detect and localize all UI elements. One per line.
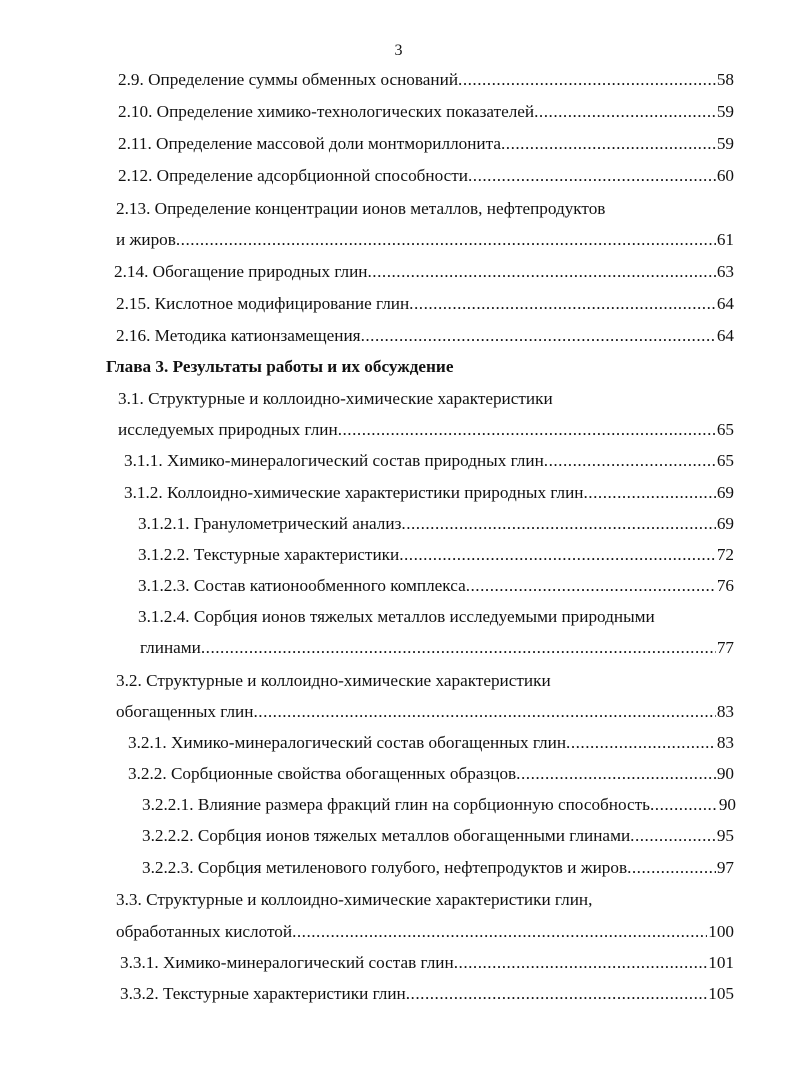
dot-leader (406, 984, 707, 1004)
toc-entry-title: и жиров (116, 230, 176, 249)
toc-entry-title: 2.11. Определение массовой доли монтмориллонита (118, 134, 501, 153)
toc-entry-page: 77 (716, 638, 734, 657)
toc-entry-title: 3.2. Структурные и коллоидно-химические характеристики (116, 671, 551, 690)
toc-entry-title: 3.2.2.1. Влияние размера фракций глин на сорбционную способность (142, 795, 650, 814)
toc-entry-2-11 (118, 134, 734, 158)
dot-leader (201, 638, 716, 658)
toc-entry-page: 60 (716, 166, 734, 185)
toc-entry-title: 3.2.2.3. Сорбция метиленового голубого, нефтепродуктов и жиров (142, 858, 628, 877)
toc-entry-2-13-line1 (116, 199, 736, 223)
toc-entry-page: 65 (716, 451, 734, 470)
toc-entry-title: 3.2.2.2. Сорбция ионов тяжелых металлов обогащенными глинами (142, 826, 631, 845)
toc-entry-page: 101 (708, 953, 734, 972)
toc-entry-title: 3.2.1. Химико-минералогический состав обогащенных глин (128, 733, 567, 752)
toc-entry-3-2-line2 (116, 702, 734, 726)
toc-entry-page: 72 (716, 545, 734, 564)
dot-leader (466, 576, 716, 596)
toc-entry-page: 58 (716, 70, 734, 89)
dot-leader (409, 294, 716, 314)
toc-entry-page: 59 (716, 134, 734, 153)
toc-entry-title: 3.1.2.2. Текстурные характеристики (138, 545, 400, 564)
toc-entry-title: 3.1.2. Коллоидно-химические характеристики природных глин (124, 483, 584, 502)
toc-entry-3-1-line2 (118, 420, 734, 444)
toc-entry-3-3-line1 (116, 890, 740, 914)
toc-entry-page: 76 (716, 576, 734, 595)
toc-entry-3-2-line1 (116, 671, 736, 695)
dot-leader (338, 420, 716, 440)
toc-entry-3-2-1 (128, 733, 734, 757)
toc-entry-3-1-2-2 (138, 545, 734, 569)
toc-entry-title: 3.1.1. Химико-минералогический состав природных глин (124, 451, 544, 470)
toc-entry-title: 3.1.2.3. Состав катионообменного комплекса (138, 576, 466, 595)
toc-entry-page: 83 (716, 733, 734, 752)
toc-entry-2-10 (118, 102, 734, 126)
toc-entry-2-9 (118, 70, 734, 94)
toc-entry-2-14 (114, 262, 734, 286)
toc-entry-page: 83 (716, 702, 734, 721)
toc-entry-title: 2.12. Определение адсорбционной способности (118, 166, 468, 185)
toc-entry-title: 2.9. Определение суммы обменных оснований (118, 70, 459, 89)
toc-entry-3-2-2-2 (142, 826, 734, 850)
toc-entry-3-3-2 (120, 984, 734, 1008)
dot-leader (399, 545, 716, 565)
toc-entry-3-2-2-1 (142, 795, 736, 819)
toc-entry-2-12 (118, 166, 734, 190)
toc-entry-page: 100 (708, 922, 734, 941)
dot-leader (544, 451, 716, 471)
toc-entry-title: 3.2.2. Сорбционные свойства обогащенных образцов (128, 764, 517, 783)
toc-entry-title: 2.16. Методика катионзамещения (116, 326, 361, 345)
toc-entry-title: 2.13. Определение концентрации ионов металлов, нефтепродуктов (116, 199, 606, 218)
toc-entry-page: 90 (716, 764, 734, 783)
toc-entry-3-1-2-4-line2 (140, 638, 734, 662)
toc-entry-3-1-1 (124, 451, 734, 475)
dot-leader (630, 826, 716, 846)
toc-entry-page: 59 (716, 102, 734, 121)
dot-leader (516, 764, 716, 784)
toc-chapter-3-heading (106, 357, 746, 381)
toc-entry-title: глинами (140, 638, 201, 657)
toc-entry-title: 2.15. Кислотное модифицирование глин (116, 294, 410, 313)
dot-leader (534, 102, 716, 122)
dot-leader (627, 858, 716, 878)
dot-leader (650, 795, 718, 815)
toc-entry-title: 3.3. Структурные и коллоидно-химические характеристики глин, (116, 890, 593, 909)
toc-entry-3-1-2-1 (138, 514, 734, 538)
toc-entry-page: 69 (716, 483, 734, 502)
toc-entry-title: обработанных кислотой (116, 922, 293, 941)
dot-leader (566, 733, 716, 753)
dot-leader (253, 702, 715, 722)
toc-entry-page: 97 (716, 858, 734, 877)
toc-entry-page: 90 (718, 795, 736, 814)
dot-leader (454, 953, 708, 973)
toc-entry-3-3-1 (120, 953, 734, 977)
toc-entry-page: 64 (716, 326, 734, 345)
dot-leader (368, 262, 716, 282)
dot-leader (401, 514, 715, 534)
toc-entry-title: обогащенных глин (116, 702, 254, 721)
toc-entry-3-1-line1 (118, 389, 738, 413)
dot-leader (458, 70, 716, 90)
toc-entry-2-15 (116, 294, 734, 318)
toc-entry-title: 2.10. Определение химико-технологических показателей (118, 102, 535, 121)
toc-entry-page: 64 (716, 294, 734, 313)
toc-entry-2-13-line2 (116, 230, 734, 254)
toc-entry-title: 2.14. Обогащение природных глин (114, 262, 368, 281)
toc-entry-title: исследуемых природных глин (118, 420, 338, 439)
toc-entry-title: 3.1.2.1. Гранулометрический анализ (138, 514, 402, 533)
toc-entry-page: 95 (716, 826, 734, 845)
chapter-title: Глава 3. Результаты работы и их обсуждение (106, 357, 454, 376)
toc-entry-3-3-line2 (116, 922, 734, 946)
toc-entry-page: 63 (716, 262, 734, 281)
toc-entry-title: 3.3.2. Текстурные характеристики глин (120, 984, 406, 1003)
dot-leader (501, 134, 716, 154)
dot-leader (292, 922, 707, 942)
toc-entry-3-2-2-3 (142, 858, 734, 882)
toc-entry-3-1-2-4-line1 (138, 607, 738, 631)
toc-entry-title: 3.1.2.4. Сорбция ионов тяжелых металлов исследуемыми природными (138, 607, 655, 626)
toc-entry-page: 61 (716, 230, 734, 249)
toc-entry-2-16 (116, 326, 734, 350)
toc-entry-page: 105 (708, 984, 734, 1003)
toc-entry-title: 3.3.1. Химико-минералогический состав глин (120, 953, 454, 972)
toc-entry-3-2-2 (128, 764, 734, 788)
toc-entry-3-1-2 (124, 483, 734, 507)
toc-entry-title: 3.1. Структурные и коллоидно-химические характеристики (118, 389, 553, 408)
dot-leader (584, 483, 716, 503)
toc-entry-3-1-2-3 (138, 576, 734, 600)
toc-entry-page: 69 (716, 514, 734, 533)
dot-leader (468, 166, 716, 186)
dot-leader (176, 230, 716, 250)
toc-entry-page: 65 (716, 420, 734, 439)
dot-leader (361, 326, 716, 346)
page-number: 3 (394, 42, 403, 59)
